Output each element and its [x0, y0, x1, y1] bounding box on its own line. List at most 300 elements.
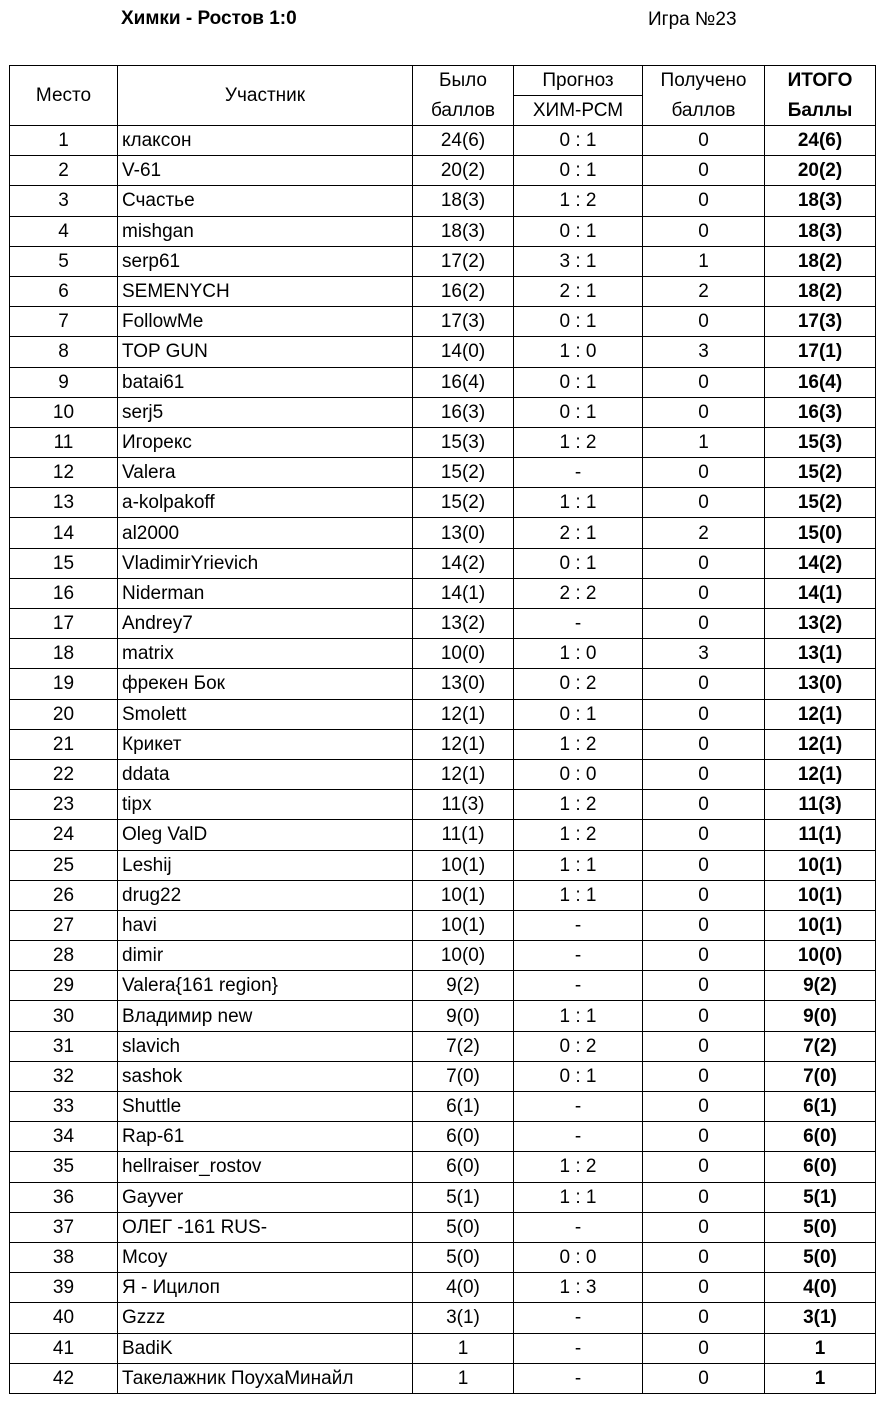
total-points-cell: 6(0) [765, 1122, 876, 1152]
participant-cell: Gayver [118, 1182, 413, 1212]
got-points-cell: 0 [643, 1273, 765, 1303]
place-cell: 4 [10, 216, 118, 246]
total-points-cell: 10(1) [765, 850, 876, 880]
total-points-cell: 12(1) [765, 759, 876, 789]
prediction-cell: 0 : 2 [514, 1031, 643, 1061]
prediction-cell: 0 : 1 [514, 216, 643, 246]
total-points-cell: 6(0) [765, 1152, 876, 1182]
participant-cell: mishgan [118, 216, 413, 246]
was-points-cell: 18(3) [413, 186, 514, 216]
prediction-cell: - [514, 910, 643, 940]
table-row [10, 759, 876, 789]
col-header-total-bottom: Баллы [765, 96, 876, 126]
participant-cell: Smolett [118, 699, 413, 729]
table-row [10, 699, 876, 729]
prediction-cell: 1 : 2 [514, 1152, 643, 1182]
place-cell: 30 [10, 1001, 118, 1031]
table-row [10, 518, 876, 548]
table-row [10, 126, 876, 156]
place-cell: 1 [10, 126, 118, 156]
participant-cell: matrix [118, 639, 413, 669]
prediction-cell: 0 : 2 [514, 669, 643, 699]
table-row [10, 1092, 876, 1122]
participant-cell: slavich [118, 1031, 413, 1061]
total-points-cell: 16(4) [765, 367, 876, 397]
participant-cell: BadiK [118, 1333, 413, 1363]
table-row [10, 156, 876, 186]
participant-cell: drug22 [118, 880, 413, 910]
table-row [10, 669, 876, 699]
got-points-cell: 0 [643, 367, 765, 397]
total-points-cell: 5(1) [765, 1182, 876, 1212]
participant-cell: batai61 [118, 367, 413, 397]
place-cell: 20 [10, 699, 118, 729]
participant-cell: фрекен Бок [118, 669, 413, 699]
table-row [10, 609, 876, 639]
got-points-cell: 0 [643, 548, 765, 578]
prediction-cell: 0 : 1 [514, 307, 643, 337]
got-points-cell: 0 [643, 850, 765, 880]
was-points-cell: 9(0) [413, 1001, 514, 1031]
prediction-cell: 1 : 2 [514, 427, 643, 457]
col-header-total-top: ИТОГО [765, 66, 876, 96]
got-points-cell: 0 [643, 1122, 765, 1152]
table-row [10, 1273, 876, 1303]
table-row [10, 729, 876, 759]
was-points-cell: 6(1) [413, 1092, 514, 1122]
got-points-cell: 0 [643, 729, 765, 759]
table-header-row [10, 66, 876, 96]
prediction-cell: 0 : 0 [514, 759, 643, 789]
total-points-cell: 14(1) [765, 578, 876, 608]
prediction-cell: 1 : 1 [514, 488, 643, 518]
was-points-cell: 10(1) [413, 910, 514, 940]
participant-cell: Я - Ицилоп [118, 1273, 413, 1303]
was-points-cell: 10(0) [413, 941, 514, 971]
table-row [10, 1303, 876, 1333]
total-points-cell: 17(1) [765, 337, 876, 367]
participant-cell: havi [118, 910, 413, 940]
total-points-cell: 18(3) [765, 216, 876, 246]
place-cell: 23 [10, 790, 118, 820]
was-points-cell: 13(0) [413, 518, 514, 548]
prediction-cell: - [514, 1303, 643, 1333]
prediction-cell: 2 : 2 [514, 578, 643, 608]
total-points-cell: 18(2) [765, 276, 876, 306]
place-cell: 19 [10, 669, 118, 699]
place-cell: 38 [10, 1242, 118, 1272]
table-row [10, 276, 876, 306]
place-cell: 33 [10, 1092, 118, 1122]
got-points-cell: 0 [643, 1363, 765, 1393]
prediction-cell: - [514, 1212, 643, 1242]
got-points-cell: 0 [643, 971, 765, 1001]
total-points-cell: 4(0) [765, 1273, 876, 1303]
col-header-place: Место [10, 66, 118, 126]
participant-cell: Игорекс [118, 427, 413, 457]
was-points-cell: 10(1) [413, 850, 514, 880]
place-cell: 22 [10, 759, 118, 789]
got-points-cell: 0 [643, 941, 765, 971]
total-points-cell: 1 [765, 1363, 876, 1393]
got-points-cell: 0 [643, 1333, 765, 1363]
total-points-cell: 12(1) [765, 729, 876, 759]
table-row [10, 458, 876, 488]
table-row [10, 639, 876, 669]
participant-cell: tipx [118, 790, 413, 820]
place-cell: 7 [10, 307, 118, 337]
was-points-cell: 14(2) [413, 548, 514, 578]
table-row [10, 1122, 876, 1152]
got-points-cell: 0 [643, 880, 765, 910]
total-points-cell: 10(0) [765, 941, 876, 971]
prediction-cell: 1 : 0 [514, 337, 643, 367]
participant-cell: Rap-61 [118, 1122, 413, 1152]
prediction-cell: 2 : 1 [514, 276, 643, 306]
total-points-cell: 13(0) [765, 669, 876, 699]
table-row [10, 971, 876, 1001]
place-cell: 18 [10, 639, 118, 669]
got-points-cell: 0 [643, 186, 765, 216]
total-points-cell: 9(2) [765, 971, 876, 1001]
prediction-cell: 1 : 1 [514, 1182, 643, 1212]
prediction-cell: 0 : 1 [514, 126, 643, 156]
prediction-cell: 1 : 2 [514, 820, 643, 850]
place-cell: 11 [10, 427, 118, 457]
prediction-cell: 0 : 1 [514, 397, 643, 427]
table-row [10, 186, 876, 216]
got-points-cell: 0 [643, 458, 765, 488]
total-points-cell: 11(1) [765, 820, 876, 850]
table-row [10, 910, 876, 940]
got-points-cell: 0 [643, 609, 765, 639]
table-row [10, 850, 876, 880]
got-points-cell: 0 [643, 1061, 765, 1091]
total-points-cell: 11(3) [765, 790, 876, 820]
was-points-cell: 16(2) [413, 276, 514, 306]
was-points-cell: 14(1) [413, 578, 514, 608]
col-header-participant: Участник [118, 66, 413, 126]
prediction-cell: 1 : 2 [514, 186, 643, 216]
total-points-cell: 13(1) [765, 639, 876, 669]
got-points-cell: 0 [643, 759, 765, 789]
table-row [10, 1001, 876, 1031]
place-cell: 34 [10, 1122, 118, 1152]
table-row [10, 367, 876, 397]
table-row [10, 1031, 876, 1061]
got-points-cell: 0 [643, 126, 765, 156]
table-row [10, 307, 876, 337]
place-cell: 32 [10, 1061, 118, 1091]
prediction-cell: 1 : 1 [514, 880, 643, 910]
got-points-cell: 0 [643, 307, 765, 337]
prediction-cell: 1 : 0 [514, 639, 643, 669]
participant-cell: TOP GUN [118, 337, 413, 367]
place-cell: 39 [10, 1273, 118, 1303]
total-points-cell: 15(0) [765, 518, 876, 548]
place-cell: 9 [10, 367, 118, 397]
prediction-cell: - [514, 1122, 643, 1152]
got-points-cell: 1 [643, 427, 765, 457]
col-header-got-top: Получено [643, 66, 765, 96]
table-row [10, 1212, 876, 1242]
participant-cell: hellraiser_rostov [118, 1152, 413, 1182]
table-row [10, 216, 876, 246]
place-cell: 26 [10, 880, 118, 910]
place-cell: 2 [10, 156, 118, 186]
prediction-cell: - [514, 971, 643, 1001]
was-points-cell: 20(2) [413, 156, 514, 186]
total-points-cell: 24(6) [765, 126, 876, 156]
got-points-cell: 0 [643, 1001, 765, 1031]
prediction-cell: 3 : 1 [514, 246, 643, 276]
place-cell: 16 [10, 578, 118, 608]
table-row [10, 1333, 876, 1363]
place-cell: 6 [10, 276, 118, 306]
total-points-cell: 13(2) [765, 609, 876, 639]
place-cell: 3 [10, 186, 118, 216]
got-points-cell: 0 [643, 1242, 765, 1272]
participant-cell: Valera [118, 458, 413, 488]
table-row [10, 427, 876, 457]
place-cell: 21 [10, 729, 118, 759]
got-points-cell: 0 [643, 488, 765, 518]
total-points-cell: 18(2) [765, 246, 876, 276]
participant-cell: Счастье [118, 186, 413, 216]
total-points-cell: 16(3) [765, 397, 876, 427]
got-points-cell: 0 [643, 397, 765, 427]
place-cell: 29 [10, 971, 118, 1001]
total-points-cell: 3(1) [765, 1303, 876, 1333]
got-points-cell: 0 [643, 1182, 765, 1212]
place-cell: 10 [10, 397, 118, 427]
table-row [10, 1182, 876, 1212]
total-points-cell: 15(2) [765, 488, 876, 518]
got-points-cell: 0 [643, 790, 765, 820]
place-cell: 42 [10, 1363, 118, 1393]
got-points-cell: 2 [643, 518, 765, 548]
was-points-cell: 5(0) [413, 1242, 514, 1272]
was-points-cell: 4(0) [413, 1273, 514, 1303]
got-points-cell: 0 [643, 216, 765, 246]
was-points-cell: 3(1) [413, 1303, 514, 1333]
total-points-cell: 10(1) [765, 910, 876, 940]
prediction-cell: 1 : 3 [514, 1273, 643, 1303]
total-points-cell: 6(1) [765, 1092, 876, 1122]
total-points-cell: 5(0) [765, 1212, 876, 1242]
table-row [10, 548, 876, 578]
prediction-cell: 1 : 2 [514, 790, 643, 820]
total-points-cell: 10(1) [765, 880, 876, 910]
was-points-cell: 13(0) [413, 669, 514, 699]
prediction-cell: - [514, 1363, 643, 1393]
was-points-cell: 17(3) [413, 307, 514, 337]
got-points-cell: 0 [643, 1092, 765, 1122]
place-cell: 15 [10, 548, 118, 578]
standings-table [9, 65, 876, 1394]
got-points-cell: 0 [643, 578, 765, 608]
prediction-cell: - [514, 609, 643, 639]
got-points-cell: 1 [643, 246, 765, 276]
got-points-cell: 0 [643, 1212, 765, 1242]
participant-cell: FollowMe [118, 307, 413, 337]
place-cell: 8 [10, 337, 118, 367]
total-points-cell: 15(3) [765, 427, 876, 457]
place-cell: 40 [10, 1303, 118, 1333]
prediction-cell: 1 : 2 [514, 729, 643, 759]
prediction-cell: 0 : 0 [514, 1242, 643, 1272]
was-points-cell: 11(1) [413, 820, 514, 850]
total-points-cell: 1 [765, 1333, 876, 1363]
participant-cell: serp61 [118, 246, 413, 276]
got-points-cell: 3 [643, 639, 765, 669]
prediction-cell: 1 : 1 [514, 1001, 643, 1031]
col-header-was-top: Было [413, 66, 514, 96]
was-points-cell: 1 [413, 1333, 514, 1363]
total-points-cell: 5(0) [765, 1242, 876, 1272]
col-header-was-bottom: баллов [413, 96, 514, 126]
table-row [10, 1242, 876, 1272]
participant-cell: a-kolpakoff [118, 488, 413, 518]
participant-cell: VladimirYrievich [118, 548, 413, 578]
total-points-cell: 14(2) [765, 548, 876, 578]
total-points-cell: 7(2) [765, 1031, 876, 1061]
total-points-cell: 9(0) [765, 1001, 876, 1031]
table-row [10, 246, 876, 276]
prediction-cell: 0 : 1 [514, 1061, 643, 1091]
was-points-cell: 18(3) [413, 216, 514, 246]
participant-cell: Такелажник ПоухаМинайл [118, 1363, 413, 1393]
prediction-cell: - [514, 941, 643, 971]
participant-cell: sashok [118, 1061, 413, 1091]
participant-cell: Valera{161 region} [118, 971, 413, 1001]
prediction-cell: 0 : 1 [514, 156, 643, 186]
was-points-cell: 17(2) [413, 246, 514, 276]
was-points-cell: 12(1) [413, 729, 514, 759]
participant-cell: dimir [118, 941, 413, 971]
was-points-cell: 12(1) [413, 699, 514, 729]
participant-cell: Mcoy [118, 1242, 413, 1272]
got-points-cell: 2 [643, 276, 765, 306]
total-points-cell: 17(3) [765, 307, 876, 337]
was-points-cell: 9(2) [413, 971, 514, 1001]
place-cell: 35 [10, 1152, 118, 1182]
participant-cell: Владимир new [118, 1001, 413, 1031]
participant-cell: serj5 [118, 397, 413, 427]
participant-cell: al2000 [118, 518, 413, 548]
place-cell: 27 [10, 910, 118, 940]
was-points-cell: 1 [413, 1363, 514, 1393]
total-points-cell: 12(1) [765, 699, 876, 729]
got-points-cell: 0 [643, 1031, 765, 1061]
place-cell: 14 [10, 518, 118, 548]
place-cell: 5 [10, 246, 118, 276]
participant-cell: Niderman [118, 578, 413, 608]
col-header-pred-bottom: ХИМ-РСМ [514, 96, 643, 126]
col-header-got-bottom: баллов [643, 96, 765, 126]
place-cell: 28 [10, 941, 118, 971]
table-row [10, 941, 876, 971]
was-points-cell: 15(3) [413, 427, 514, 457]
was-points-cell: 24(6) [413, 126, 514, 156]
participant-cell: ОЛЕГ -161 RUS- [118, 1212, 413, 1242]
participant-cell: клаксон [118, 126, 413, 156]
place-cell: 37 [10, 1212, 118, 1242]
participant-cell: V-61 [118, 156, 413, 186]
participant-cell: ddata [118, 759, 413, 789]
was-points-cell: 10(0) [413, 639, 514, 669]
game-number: Игра №23 [648, 9, 737, 30]
got-points-cell: 3 [643, 337, 765, 367]
place-cell: 25 [10, 850, 118, 880]
table-row [10, 578, 876, 608]
place-cell: 36 [10, 1182, 118, 1212]
participant-cell: SEMENYCH [118, 276, 413, 306]
was-points-cell: 12(1) [413, 759, 514, 789]
got-points-cell: 0 [643, 699, 765, 729]
place-cell: 24 [10, 820, 118, 850]
was-points-cell: 16(3) [413, 397, 514, 427]
was-points-cell: 14(0) [413, 337, 514, 367]
place-cell: 31 [10, 1031, 118, 1061]
participant-cell: Andrey7 [118, 609, 413, 639]
participant-cell: Gzzz [118, 1303, 413, 1333]
participant-cell: Oleg ValD [118, 820, 413, 850]
prediction-cell: - [514, 1092, 643, 1122]
got-points-cell: 0 [643, 156, 765, 186]
table-row [10, 820, 876, 850]
total-points-cell: 15(2) [765, 458, 876, 488]
was-points-cell: 15(2) [413, 488, 514, 518]
total-points-cell: 20(2) [765, 156, 876, 186]
got-points-cell: 0 [643, 910, 765, 940]
table-row [10, 1363, 876, 1393]
prediction-cell: - [514, 458, 643, 488]
total-points-cell: 18(3) [765, 186, 876, 216]
was-points-cell: 15(2) [413, 458, 514, 488]
was-points-cell: 5(1) [413, 1182, 514, 1212]
table-row [10, 397, 876, 427]
participant-cell: Leshij [118, 850, 413, 880]
place-cell: 41 [10, 1333, 118, 1363]
was-points-cell: 7(2) [413, 1031, 514, 1061]
got-points-cell: 0 [643, 1152, 765, 1182]
place-cell: 17 [10, 609, 118, 639]
was-points-cell: 10(1) [413, 880, 514, 910]
prediction-cell: 0 : 1 [514, 367, 643, 397]
was-points-cell: 7(0) [413, 1061, 514, 1091]
participant-cell: Крикет [118, 729, 413, 759]
got-points-cell: 0 [643, 669, 765, 699]
table-row [10, 488, 876, 518]
got-points-cell: 0 [643, 1303, 765, 1333]
total-points-cell: 7(0) [765, 1061, 876, 1091]
table-row [10, 1061, 876, 1091]
match-title: Химки - Ростов 1:0 [121, 8, 297, 29]
was-points-cell: 6(0) [413, 1122, 514, 1152]
col-header-pred-top: Прогноз [514, 66, 643, 96]
table-row [10, 1152, 876, 1182]
place-cell: 12 [10, 458, 118, 488]
place-cell: 13 [10, 488, 118, 518]
was-points-cell: 13(2) [413, 609, 514, 639]
got-points-cell: 0 [643, 820, 765, 850]
was-points-cell: 16(4) [413, 367, 514, 397]
prediction-cell: 1 : 1 [514, 850, 643, 880]
table-row [10, 790, 876, 820]
prediction-cell: 2 : 1 [514, 518, 643, 548]
table-row [10, 880, 876, 910]
